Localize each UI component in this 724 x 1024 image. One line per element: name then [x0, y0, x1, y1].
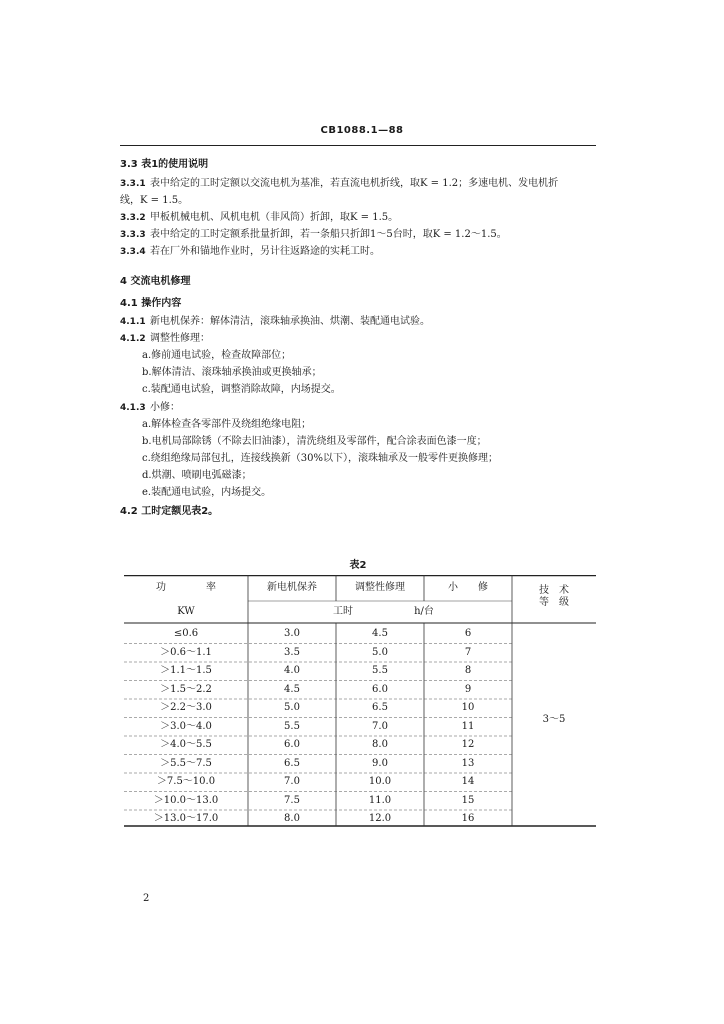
- table-2-title: 表2: [349, 560, 367, 571]
- new-maint-hours-cell: 6.0: [284, 739, 300, 750]
- minor-repair-hours-cell: 15: [461, 794, 475, 806]
- section-4-2-title: 4.2 工时定额见表2。: [120, 506, 219, 517]
- item-4-1-3-e: e.装配通电试验，内场提交。: [142, 487, 272, 498]
- item-4-1-3-b: b.电机局部除锈（不除去旧油漆），清洗绕组及零部件，配合涂表面色漆一度；: [142, 436, 487, 447]
- item-number: 4.1.1: [120, 317, 146, 327]
- new-maint-hours-cell: 3.5: [284, 646, 300, 658]
- header-adjust-repair: 调整性修理: [355, 582, 405, 593]
- item-number: 3.3.3: [120, 230, 146, 240]
- power-range-cell: ＞7.5～10.0: [156, 776, 216, 787]
- document-code-header: CB1088.1—88: [320, 125, 404, 136]
- item-number: 4.1.2: [120, 334, 146, 344]
- adjust-repair-hours-cell: 5.0: [372, 646, 388, 658]
- item-4-1-2: [120, 332, 210, 346]
- item-text: 甲板机械电机、风机电机（非风筒）折卸，取K = 1.5。: [150, 212, 399, 223]
- power-range-cell: ＞2.2～3.0: [160, 702, 212, 713]
- item-3-3-1-continuation: 线，K = 1.5。: [120, 195, 189, 206]
- adjust-repair-hours-cell: 4.5: [372, 628, 388, 639]
- power-range-cell: ＞0.6～1.1: [160, 646, 212, 658]
- item-text: 表中给定的工时定额以交流电机为基准，若直流电机折线，取K = 1.2；多速电机、发电机折: [150, 178, 559, 189]
- minor-repair-hours-cell: 10: [461, 702, 475, 713]
- adjust-repair-hours-cell: 9.0: [372, 757, 388, 769]
- minor-repair-hours-cell: 11: [461, 720, 475, 732]
- page-number: 2: [143, 893, 150, 904]
- new-maint-hours-cell: 7.0: [284, 776, 300, 787]
- new-maint-hours-cell: 8.0: [284, 813, 300, 824]
- minor-repair-hours-cell: 16: [461, 813, 475, 824]
- new-maint-hours-cell: 6.5: [284, 757, 300, 769]
- adjust-repair-hours-cell: 5.5: [372, 665, 388, 676]
- header-power-unit: KW: [177, 606, 195, 617]
- header-hours-unit: h/台: [414, 606, 434, 617]
- item-3-3-4: [120, 245, 380, 259]
- minor-repair-hours-cell: 14: [461, 776, 475, 787]
- power-range-cell: ＞1.1～1.5: [160, 665, 212, 676]
- item-4-1-3: [120, 401, 180, 415]
- item-4-1-2-c: c.装配通电试验，调整消除故障，内场提交。: [142, 384, 341, 395]
- item-4-1-1: [120, 315, 430, 329]
- item-text: 调整性修理：: [150, 333, 210, 344]
- power-range-cell: ≤0.6: [173, 628, 199, 639]
- section-4-1-title: 4.1 操作内容: [120, 298, 182, 309]
- item-number: 4.1.3: [120, 403, 146, 413]
- item-4-1-3-a: a.解体检查各零部件及绕组绝缘电阻；: [142, 419, 312, 430]
- item-4-1-3-c: c.绕组绝缘局部包扎，连接线换新（30%以下），滚珠轴承及一般零件更换修理；: [142, 453, 499, 464]
- item-4-1-2-b: b.解体清洁、滚珠轴承换油或更换轴承；: [142, 367, 322, 378]
- adjust-repair-hours-cell: 6.0: [372, 683, 388, 695]
- tech-grade-value: 3～5: [542, 714, 566, 725]
- section-3-3-title: 3.3 表1的使用说明: [120, 159, 209, 170]
- adjust-repair-hours-cell: 10.0: [368, 776, 392, 787]
- adjust-repair-hours-cell: 8.0: [372, 739, 388, 750]
- item-4-1-2-a: a.修前通电试验，检查故障部位；: [142, 350, 292, 361]
- item-text: 新电机保养：解体清洁，滚珠轴承换油、烘潮、装配通电试验。: [150, 316, 430, 327]
- item-text: 若在厂外和锚地作业时，另计往返路途的实耗工时。: [150, 246, 380, 257]
- power-range-cell: ＞13.0～17.0: [153, 813, 219, 824]
- power-range-cell: ＞4.0～5.5: [160, 739, 212, 750]
- adjust-repair-hours-cell: 11.0: [368, 794, 392, 806]
- item-4-1-3-d: d.烘潮、喷刷电弧磁漆；: [142, 470, 252, 481]
- item-3-3-1: [120, 177, 558, 191]
- item-number: 3.3.1: [120, 179, 146, 189]
- new-maint-hours-cell: 3.0: [284, 628, 300, 639]
- work-hours-table: [124, 575, 596, 827]
- minor-repair-hours-cell: 6: [464, 628, 472, 639]
- power-range-cell: ＞10.0～13.0: [153, 794, 219, 806]
- new-maint-hours-cell: 4.5: [284, 683, 300, 695]
- adjust-repair-hours-cell: 7.0: [372, 720, 388, 732]
- minor-repair-hours-cell: 13: [461, 757, 475, 769]
- minor-repair-hours-cell: 9: [464, 683, 472, 695]
- header-tech-grade: 技 术 等 级: [539, 585, 569, 608]
- adjust-repair-hours-cell: 6.5: [372, 702, 388, 713]
- header-rule: [120, 145, 596, 146]
- minor-repair-hours-cell: 7: [464, 646, 472, 658]
- item-3-3-3: [120, 228, 507, 242]
- item-3-3-2: [120, 211, 398, 225]
- adjust-repair-hours-cell: 12.0: [368, 813, 392, 824]
- power-range-cell: ＞5.5～7.5: [160, 757, 212, 769]
- power-range-cell: ＞3.0～4.0: [160, 720, 212, 732]
- header-hours-label: 工时: [333, 606, 353, 617]
- item-text: 表中给定的工时定额系批量折卸，若一条船只折卸1～5台时，取K = 1.2～1.5。: [150, 229, 507, 240]
- header-minor-repair: 小 修: [448, 582, 488, 593]
- new-maint-hours-cell: 7.5: [284, 794, 300, 806]
- header-power: 功 率: [156, 582, 216, 593]
- new-maint-hours-cell: 5.5: [284, 720, 300, 732]
- new-maint-hours-cell: 4.0: [284, 665, 300, 676]
- item-number: 3.3.2: [120, 213, 146, 223]
- new-maint-hours-cell: 5.0: [284, 702, 300, 713]
- item-text: 小修：: [150, 402, 180, 413]
- item-number: 3.3.4: [120, 247, 146, 257]
- power-range-cell: ＞1.5～2.2: [160, 683, 212, 695]
- section-4-title: 4 交流电机修理: [120, 276, 191, 287]
- header-new-maintenance: 新电机保养: [267, 582, 317, 593]
- minor-repair-hours-cell: 8: [464, 665, 472, 676]
- minor-repair-hours-cell: 12: [461, 739, 475, 750]
